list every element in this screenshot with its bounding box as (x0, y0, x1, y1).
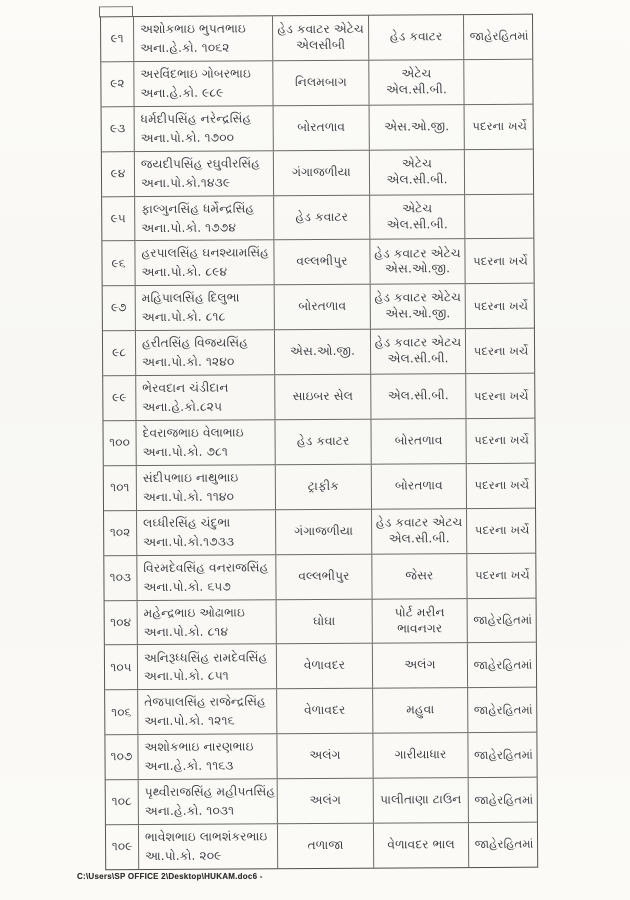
cell-name (138, 690, 277, 735)
cell-present-posting: એસ.ઓ.જી. (275, 330, 371, 374)
buckle-number: અના.પો.કો. ૧૨૧૬ (144, 713, 235, 729)
person-name: અનિરૂધ્ધસિંહ રામદેવસિંહ (143, 649, 268, 665)
buckle-number: અના.પો.કો. ૭૮૧ (142, 444, 228, 460)
buckle-number: અના.પો.કો. ૧૭૦૦ (140, 130, 235, 145)
person-name: ધર્મદીપસિંહ નરેન્દ્રસિંહ (140, 111, 252, 126)
cell-serial-no: ૧૦૨ (104, 511, 137, 555)
cell-serial-no: ૯૪ (102, 152, 135, 196)
table-row (104, 464, 535, 512)
cell-present-posting: હેડ કવાટર (274, 195, 370, 239)
cell-remark (465, 149, 535, 193)
buckle-number: અના.પો.કો. ૮૯૪ (141, 264, 228, 280)
cell-name (137, 555, 276, 600)
person-name: ભેરવદાન ચંડીદાન (142, 380, 229, 396)
person-name: અરવિંદભાઇ ગોબરભાઇ (140, 66, 251, 81)
cell-new-posting: એલ.સી.બી. (371, 374, 466, 418)
cell-remark (464, 60, 534, 104)
cell-new-posting: હેડ કવાટર એટેચ એસ.ઓ.જી. (371, 284, 466, 328)
cell-serial-no: ૧૦૬ (105, 690, 138, 734)
cell-serial-no: ૯૭ (103, 286, 136, 330)
cell-present-posting: ગંગાજળીયા (274, 150, 370, 194)
cell-new-posting: જેસર (372, 554, 467, 598)
cell-remark: પદરના ખર્ચે (473, 253, 528, 268)
table-row (103, 419, 534, 467)
person-name: હરીતસિંહ વિજયસિંહ (141, 335, 248, 351)
cell-name (136, 420, 275, 465)
buckle-number: અના.પો.કો. ૧૧૪૦ (142, 489, 235, 504)
table-row (101, 60, 532, 108)
person-name: અશોકભાઇ નારણભાઇ (144, 739, 254, 755)
table-row (102, 194, 533, 242)
cell-present-posting: હેડ કવાટર (275, 420, 371, 464)
cell-name (138, 645, 277, 690)
table-row (103, 284, 534, 332)
cell-remark: પદરના ખર્ચે (474, 433, 529, 448)
buckle-number: અના.પો.કો. ૮૫૧ (143, 668, 229, 684)
buckle-number: અના.પો.કો.૧૭૩૩ (143, 534, 235, 549)
cell-serial-no: ૧૦૦ (103, 421, 136, 465)
person-name: તેજપાલસિંહ રાજેન્દ્રસિંહ (144, 694, 266, 710)
cell-remark: જાહેરહિતમાં (474, 747, 533, 762)
table-row (106, 823, 537, 870)
cell-present-posting: હેડ કવાટર એટેચ એલસીબી (273, 16, 369, 60)
buckle-number: અના.હે.કો. ૧૦૬૨ (140, 40, 230, 56)
cell-new-posting: મહુવા (373, 688, 468, 732)
buckle-number: અના.પો.કો.૧૪૩૯ (140, 175, 231, 190)
cell-new-posting: હેડ કવાટર એટેચ એસ.ઓ.જી. (370, 240, 465, 284)
cell-name (137, 510, 276, 555)
table-row (105, 598, 536, 646)
person-name: મહેન્દ્રભાઇ ઓઢાભાઇ (143, 605, 245, 620)
cell-name (137, 465, 276, 510)
table-row (102, 149, 533, 197)
cell-present-posting: વેળાવદર (277, 689, 373, 733)
cell-name (135, 196, 274, 241)
person-name: ફાલ્ગુનસિંહ ધર્મેન્દ્રસિંહ (141, 200, 255, 216)
table-row (101, 15, 532, 63)
cell-remark: પદરના ખર્ચે (475, 567, 530, 583)
cell-serial-no: ૯૫ (102, 197, 135, 241)
cell-new-posting: હેડ કવાટર (369, 15, 464, 59)
cell-present-posting: અલંગ (278, 779, 374, 823)
table-row (104, 553, 535, 601)
buckle-number: અના.હે.કો. ૧૧૬૩ (144, 758, 234, 774)
cell-present-posting: તળાજા (278, 824, 374, 868)
table-row (104, 508, 535, 556)
cell-present-posting: વલ્લભીપુર (274, 240, 370, 284)
person-name: દેવરાજભાઇ વેલાભાઇ (142, 425, 244, 441)
cell-present-posting: ગંગાજળીયા (276, 509, 372, 553)
cell-name (134, 61, 273, 106)
person-name: સંદીપભાઇ નાથુભાઇ (142, 470, 239, 486)
cell-name (134, 16, 273, 61)
cell-new-posting: વેળાવદર ભાલ (374, 823, 469, 867)
cell-new-posting: એટેચ એલ.સી.બી. (369, 60, 464, 104)
cell-name (135, 106, 274, 151)
person-name: મહિપાલસિંહ દિલુભા (141, 290, 240, 306)
cell-remark: જાહેરહિતમાં (474, 792, 534, 807)
cell-new-posting: પોર્ટ મરીન ભાવનગર (373, 599, 468, 643)
cell-present-posting: વલ્લભીપુર (276, 554, 372, 598)
cell-remark: પદરના ખર્ચે (473, 388, 529, 403)
cell-name (138, 600, 277, 645)
buckle-number: અના.પો.કો. ૧૨૪૦ (142, 354, 235, 370)
cell-present-posting: ટ્રાફીક (276, 465, 372, 509)
table-row (106, 778, 537, 826)
table-row (103, 329, 534, 377)
cell-present-posting: વેળાવદર (277, 644, 373, 688)
person-name: વિરમદેવસિંહ વનરાજસિંહ (143, 560, 269, 575)
table-row (105, 733, 536, 781)
cell-serial-no: ૯૧ (101, 17, 134, 61)
person-name: હરપાલસિંહ ઘનશ્યામસિંહ (141, 245, 269, 261)
cell-serial-no: ૯૮ (103, 331, 136, 375)
cell-remark: જાહેરહિતમાં (473, 612, 533, 628)
cell-serial-no: ૧૦૭ (105, 735, 138, 779)
table-row (105, 643, 536, 691)
cell-new-posting: બોરતળાવ (371, 419, 466, 463)
cell-present-posting: બોરતળાવ (275, 285, 371, 329)
cell-serial-no: ૧૦૧ (104, 466, 137, 510)
cell-remark: પદરના ખર્ચે (473, 298, 529, 313)
cell-remark (465, 194, 535, 238)
person-name: પૃથ્વીરાજસિંહ મહીપતસિંહ (144, 784, 276, 800)
cell-serial-no: ૧૦૯ (106, 825, 139, 869)
cell-serial-no: ૯૩ (102, 107, 135, 151)
table-row (103, 374, 534, 422)
table-row (105, 688, 536, 736)
transfer-order-table (100, 14, 538, 871)
person-name: અશોકભાઇ ભુપતભાઇ (140, 21, 246, 37)
cell-remark: પદરના ખર્ચે (474, 478, 530, 493)
buckle-number: અના.પો.કો. ૮૧૮ (141, 309, 226, 325)
cell-present-posting: અલંગ (277, 734, 373, 778)
buckle-number: અના.પો.કો. ૮૧૪ (143, 624, 229, 639)
person-name: જયદીપસિંહ રઘુવીરસિંહ (140, 156, 261, 171)
buckle-number: અના.પો.કો. ૬૫૭ (143, 579, 231, 594)
buckle-number: આ.પો.કો. ૨૦૯ (145, 848, 222, 864)
table-row (102, 104, 533, 152)
cell-remark: જાહેરહિતમાં (474, 837, 534, 852)
cell-new-posting: બોરતળાવ (372, 464, 467, 508)
buckle-number: અના.હે.કો. ૯૮૯ (140, 85, 224, 100)
cell-new-posting: એટેચ એલ.સી.બી. (370, 195, 465, 239)
table-scan-area (100, 14, 538, 871)
buckle-number: અના.પો.કો. ૧૭૭૪ (141, 219, 237, 235)
cell-serial-no: ૯૨ (101, 62, 134, 106)
cell-new-posting: એટેચ એલ.સી.બી. (370, 150, 465, 194)
table-row (102, 239, 533, 287)
cell-new-posting: હેડ કવાટર એટચ એલ.સી.બી. (371, 329, 466, 373)
person-name: ભાવેશભાઇ લાભશંકરભાઇ (144, 829, 268, 845)
cell-present-posting: ઘોઘા (277, 599, 373, 643)
cell-present-posting: નિલમબાગ (273, 61, 369, 105)
cell-remark: પદરના ખર્ચે (472, 118, 528, 134)
cell-new-posting: એસ.ઓ.જી. (370, 105, 465, 149)
person-name: લઘ્ધીરસિંહ ચંદુભા (143, 515, 231, 530)
cell-serial-no: ૧૦૩ (104, 556, 137, 600)
buckle-number: અના.હે.કો. ૧૦૩૧ (144, 803, 235, 819)
cell-name (136, 375, 275, 420)
cell-name (139, 824, 278, 869)
cell-name (139, 779, 278, 824)
file-path-footer: C:\Users\SP OFFICE 2\Desktop\HUKAM.doc6 - (77, 872, 263, 881)
buckle-number: અના.હે.કો.૮૨૫ (142, 399, 223, 415)
cell-remark: જાહેરહિતમાં (473, 657, 533, 672)
cell-name (136, 286, 275, 331)
cell-name (136, 330, 275, 375)
cell-serial-no: ૯૯ (103, 376, 136, 420)
cell-new-posting: અલંગ (373, 644, 468, 688)
cell-name (135, 241, 274, 286)
cell-present-posting: સાઇબર સેલ (275, 375, 371, 419)
cell-name (138, 735, 277, 780)
cell-remark: પદરના ખર્ચે (474, 522, 530, 538)
cell-present-posting: બોરતળાવ (274, 105, 370, 149)
cell-serial-no: ૧૦૫ (105, 646, 138, 690)
cell-new-posting: હેડ કવાટર એટચ એલ.સી.બી. (372, 509, 467, 553)
cell-new-posting: ગારીયાધાર (373, 733, 468, 777)
cell-new-posting: પાલીતાણા ટાઉન (374, 778, 469, 822)
table-top-stub (99, 6, 133, 17)
cell-serial-no: ૯૬ (102, 242, 135, 286)
cell-remark: જાહેરહિતમાં (473, 702, 533, 717)
cell-remark: જાહેરહિતમાં (469, 29, 529, 44)
cell-remark: પદરના ખર્ચે (473, 343, 529, 358)
cell-serial-no: ૧૦૪ (105, 601, 138, 645)
cell-name (135, 151, 274, 196)
cell-serial-no: ૧૦૮ (106, 780, 139, 824)
